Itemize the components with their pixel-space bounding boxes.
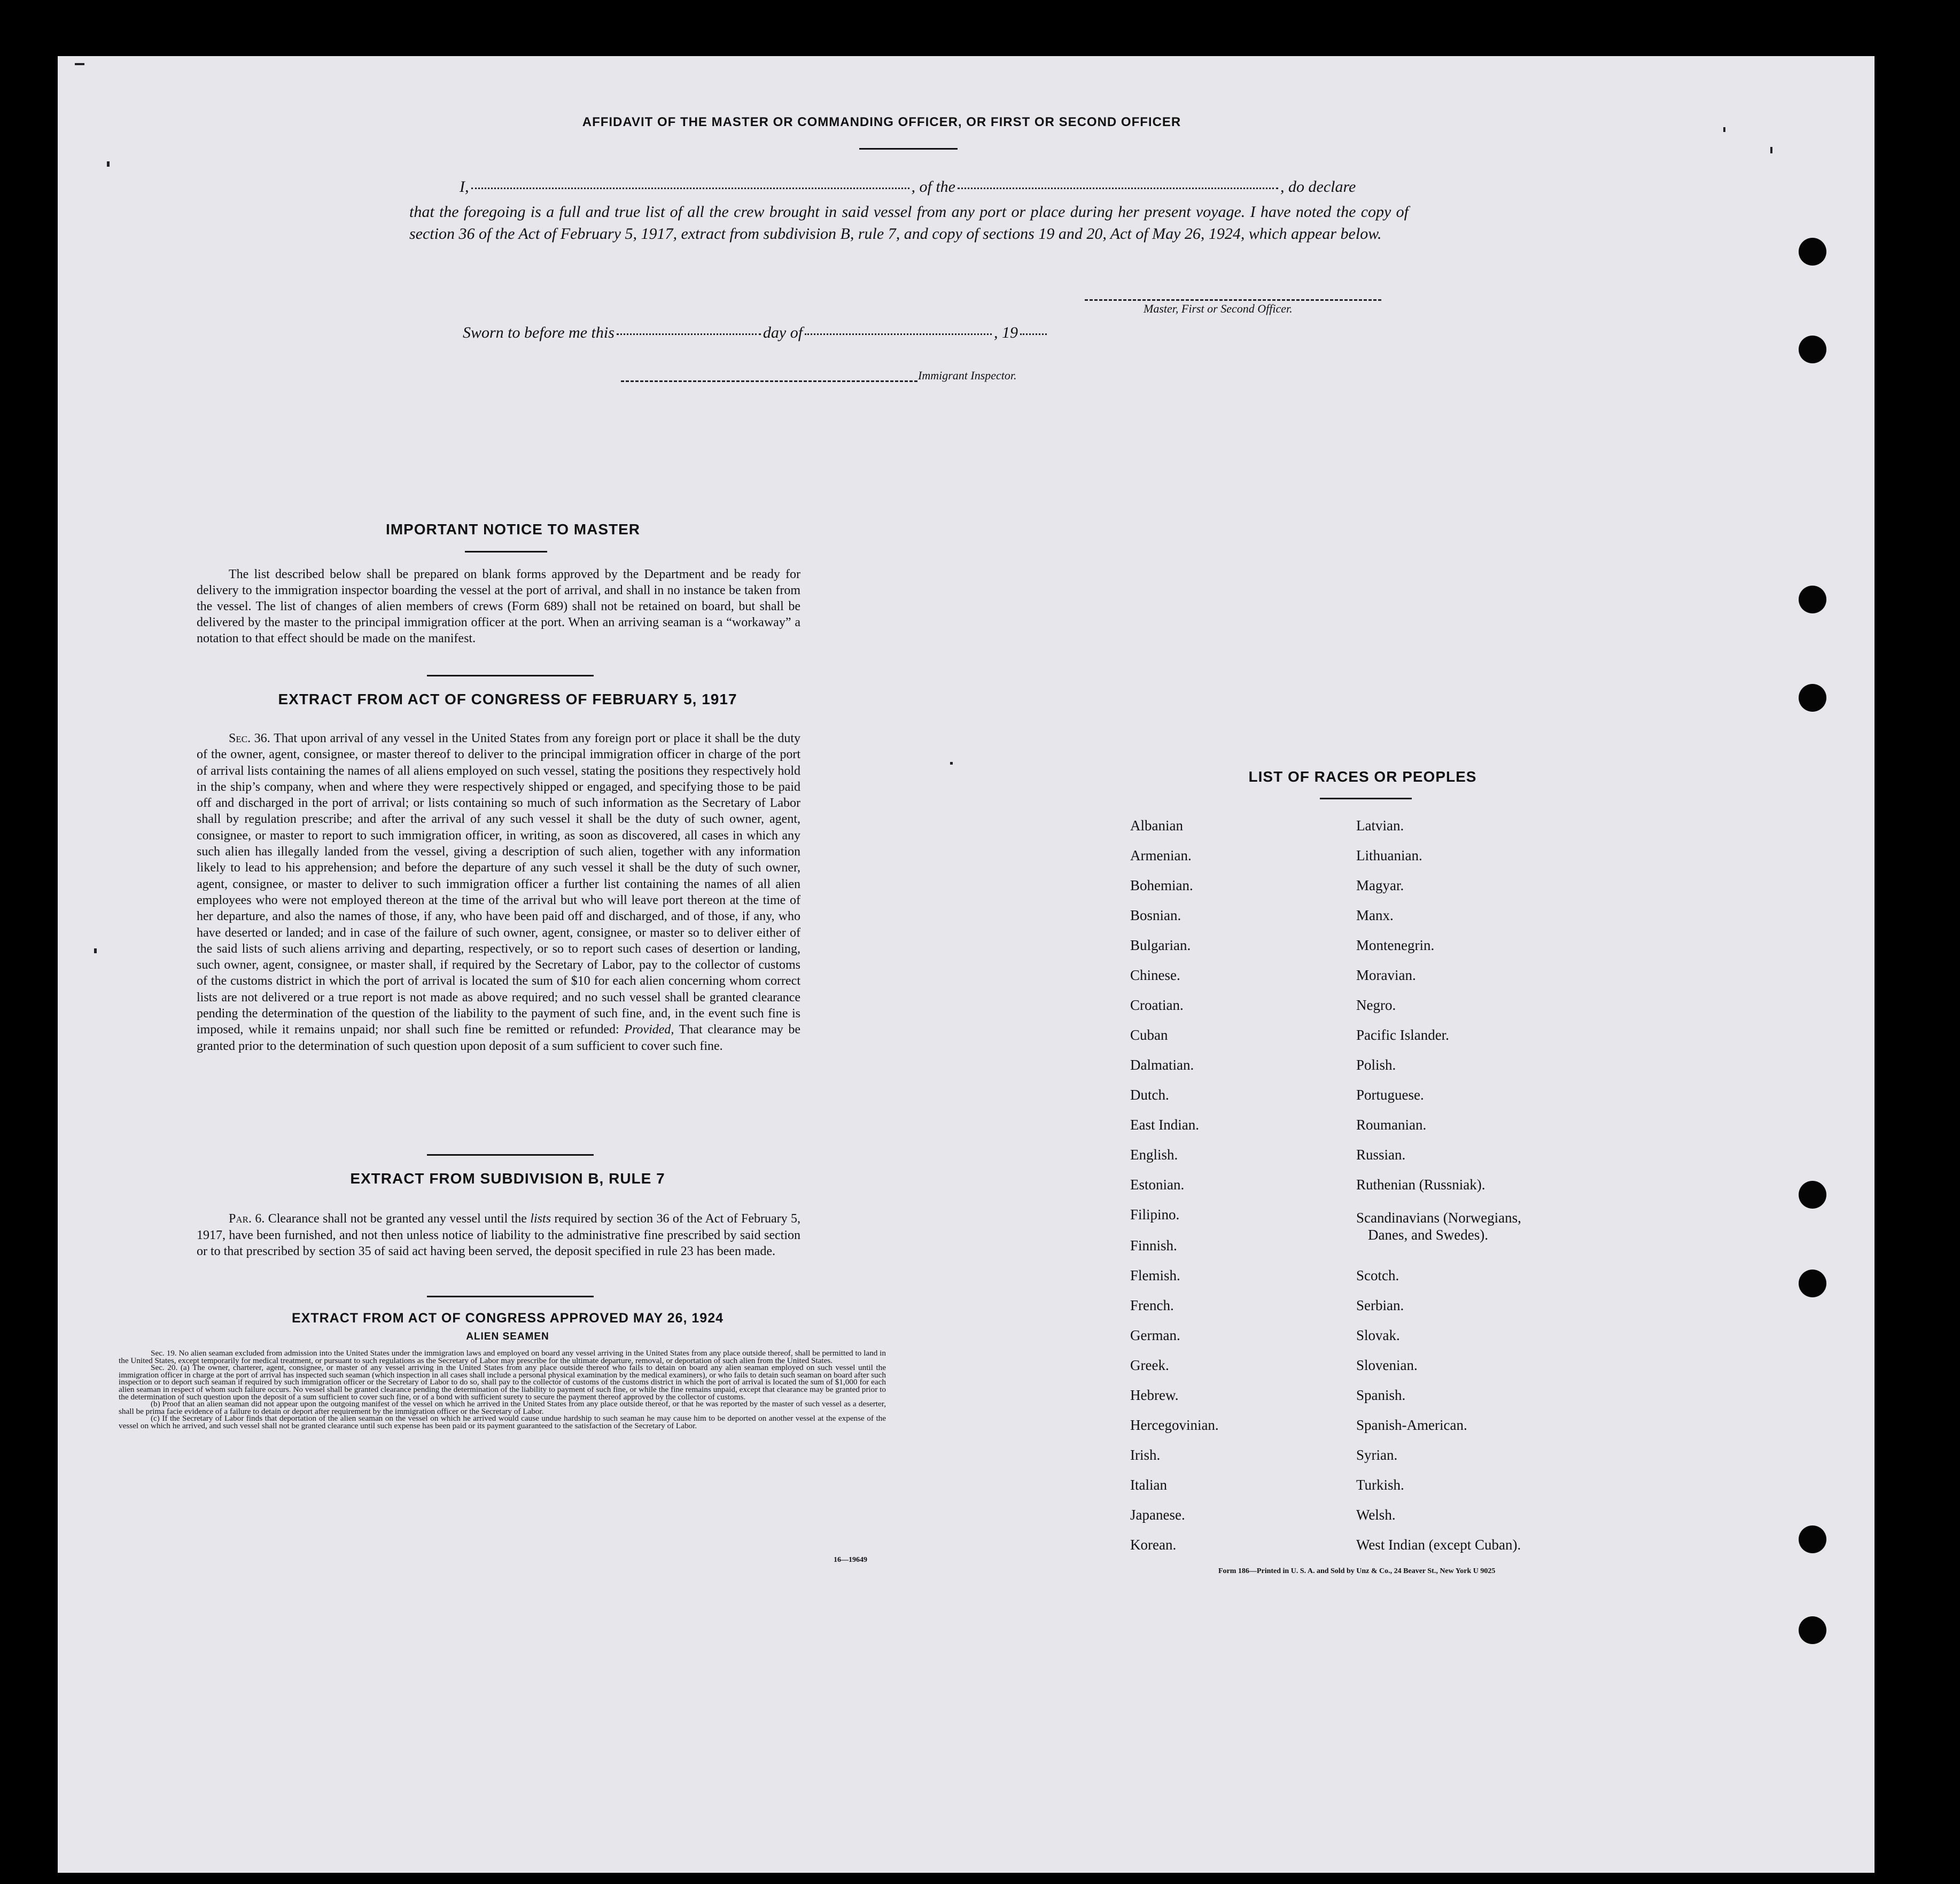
provided-text: That clearance may be granted prior to the determination of such question upon deposit of a sum sufficient to cover such fine. xyxy=(197,1023,801,1053)
rule7-title: EXTRACT FROM SUBDIVISION B, RULE 7 xyxy=(350,1170,665,1187)
race-right: Spanish. xyxy=(1356,1387,1406,1403)
race-left: Chinese. xyxy=(1130,967,1180,983)
lists-word: lists xyxy=(530,1212,551,1226)
inspector-signature-line[interactable] xyxy=(621,380,917,382)
scan-speck xyxy=(1723,127,1725,132)
extract-1917-title: EXTRACT FROM ACT OF CONGRESS OF FEBRUARY 5, 1917 xyxy=(278,691,737,707)
binder-hole xyxy=(1799,684,1826,712)
race-right: Montenegrin. xyxy=(1356,937,1435,953)
day-blank[interactable] xyxy=(617,333,761,335)
race-left: Bulgarian. xyxy=(1130,937,1191,953)
par6-label: Par. 6. xyxy=(229,1212,265,1226)
inspector-label: Immigrant Inspector. xyxy=(918,369,1017,382)
extract-1924-title: EXTRACT FROM ACT OF CONGRESS APPROVED MAY 26, 1924 xyxy=(291,1311,724,1326)
sworn-text: Sworn to before me this xyxy=(463,324,615,341)
vessel-blank[interactable] xyxy=(958,188,1278,189)
section-rule xyxy=(465,551,547,552)
race-right: Roumanian. xyxy=(1356,1117,1427,1133)
race-left: Hercegovinian. xyxy=(1130,1417,1219,1433)
scan-speck xyxy=(107,161,110,167)
officer-label: Master, First or Second Officer. xyxy=(1144,302,1293,315)
declare-do-declare: , do declare xyxy=(1280,178,1356,196)
sec36-label: Sec. 36. xyxy=(229,731,270,745)
race-left: Flemish. xyxy=(1130,1267,1180,1283)
scan-speck xyxy=(75,63,84,65)
race-right: Negro. xyxy=(1356,997,1396,1013)
race-right: Pacific Islander. xyxy=(1356,1027,1449,1043)
race-left: French. xyxy=(1130,1297,1174,1313)
race-left: Bosnian. xyxy=(1130,907,1181,923)
binder-hole xyxy=(1799,336,1826,363)
print-code: 16—19649 xyxy=(834,1556,867,1564)
title-rule xyxy=(859,148,958,150)
race-right: Portuguese. xyxy=(1356,1087,1424,1103)
rule7-body xyxy=(197,1211,800,1260)
race-right: Russian. xyxy=(1356,1147,1406,1163)
race-left: Filipino. xyxy=(1130,1206,1180,1223)
month-blank[interactable] xyxy=(805,333,992,335)
race-right: Polish. xyxy=(1356,1057,1396,1073)
race-left: Bohemian. xyxy=(1130,877,1193,893)
race-right: Welsh. xyxy=(1356,1507,1396,1523)
race-left: Greek. xyxy=(1130,1357,1169,1373)
provided-word: Provided, xyxy=(624,1023,674,1037)
rule7-text-a: Clearance shall not be granted any vessel until the xyxy=(268,1212,527,1226)
race-left: Hebrew. xyxy=(1130,1387,1179,1403)
binder-hole xyxy=(1799,1616,1826,1644)
sec36-text: That upon arrival of any vessel in the United States from any foreign port or place it shall be the duty of the owner, agent, consignee, or master thereof to deliver to the principal immigration officer in charge of the port of arrival lists containing the names of all aliens employed on such vessel, stating the positions they respectively hold in the ship’s company, when and where they were respectively shipped or engaged, and specifying those to be paid off and discharged in the port of arrival; or lists containing so much of such information as the Secretary of Labor shall by regulation prescribe; and after the arrival of any such vessel it shall be the duty of such owner, agent, consignee, or master to report to such immigration officer, in writing, as soon as discovered, all cases in which any such alien has illegally landed from the vessel, giving a description of such alien, together with any information likely to lead to his apprehension; and before the departure of any such vessel it shall be the duty of such owner, agent, consignee, or master to deliver to such immigration officer a further list containing the names of all alien employees who were not employed thereon at the time of the arrival but who will leave port thereon at the time of her departure, and also the names of those, if any, who have been paid off and discharged, and of those, if any, who have deserted or landed; and in case of the failure of such owner, agent, consignee, or master so to deliver either of the said lists of such aliens arriving and departing, respectively, or so to report such cases of desertion or landing, such owner, agent, consignee, or master shall, if required by the Secretary of Labor, pay to the collector of customs of the customs district in which the port of arrival is located the sum of $10 for each alien concerning whom correct lists are not delivered or a true report is not made as above required; and no such vessel shall be granted clearance pending the determination of the question of the liability to the payment of such fine, and, in the event such fine is imposed, while it remains unpaid; nor shall such fine be remitted or refunded: xyxy=(197,731,800,1037)
race-left: Croatian. xyxy=(1130,997,1184,1013)
race-right: Syrian. xyxy=(1356,1447,1398,1463)
race-right: Moravian. xyxy=(1356,967,1416,983)
declaration-line xyxy=(460,178,1411,196)
year-prefix: , 19 xyxy=(994,324,1018,341)
race-left: German. xyxy=(1130,1327,1180,1343)
race-left: Estonian. xyxy=(1130,1177,1185,1193)
notice-body: The list described below shall be prepared on blank forms approved by the Department and be ready for delivery to the immigration inspector boarding the vessel at the port of arrival, and shall in no instance be taken from the vessel. The list of changes of alien members of crews (Form 689) shall not be retained on board, but shall be delivered by the master to the principal immigration officer at the port. When an arriving seaman is a “workaway” a notation to that effect should be made on the manifest. xyxy=(197,567,800,645)
race-left: Irish. xyxy=(1130,1447,1161,1463)
section-rule xyxy=(427,1154,594,1156)
race-left: Dalmatian. xyxy=(1130,1057,1194,1073)
binder-hole xyxy=(1799,238,1826,266)
alien-seamen-subtitle: ALIEN SEAMEN xyxy=(466,1331,549,1342)
scan-speck xyxy=(1770,147,1772,153)
race-left: Dutch. xyxy=(1130,1087,1169,1103)
race-right: Magyar. xyxy=(1356,877,1404,893)
declare-i: I, xyxy=(460,178,469,196)
race-left: Korean. xyxy=(1130,1537,1177,1553)
year-blank[interactable] xyxy=(1020,333,1047,335)
day-of: day of xyxy=(763,324,803,341)
race-right: Scandinavians (Norwegians, xyxy=(1356,1210,1521,1226)
race-right: Ruthenian (Russniak). xyxy=(1356,1177,1485,1193)
extract-1917-body xyxy=(197,730,800,1054)
race-left: Finnish. xyxy=(1130,1237,1177,1254)
race-right: Serbian. xyxy=(1356,1297,1404,1313)
officer-signature-line[interactable] xyxy=(1085,299,1381,301)
races-title: LIST OF RACES OR PEOPLES xyxy=(1248,768,1477,785)
sworn-line xyxy=(463,324,1049,342)
races-title-rule xyxy=(1320,798,1412,799)
race-right: Slovenian. xyxy=(1356,1357,1418,1373)
extract-1924-body xyxy=(119,1350,886,1430)
name-blank[interactable] xyxy=(471,188,909,189)
race-left: English. xyxy=(1130,1147,1178,1163)
race-right: Scotch. xyxy=(1356,1267,1399,1283)
scan-speck xyxy=(94,948,97,953)
race-left: Cuban xyxy=(1130,1027,1168,1043)
rule7-text-b: required by section 36 of the Act of February 5, 1917, have been furnished, and not then unless notice of liability to the administrative fine prescribed by said section or to that prescribed by section 35 of said act having been served, the deposit specified in rule 23 has been made. xyxy=(197,1212,801,1258)
race-right: Latvian. xyxy=(1356,818,1404,834)
form-footer: Form 186—Printed in U. S. A. and Sold by Unz & Co., 24 Beaver St., New York U 9025 xyxy=(1218,1567,1496,1575)
race-right: Danes, and Swedes). xyxy=(1368,1227,1488,1243)
race-left: Albanian xyxy=(1130,818,1183,834)
sec20b-text: (b) Proof that an alien seaman did not appear upon the outgoing manifest of the vessel on which he arrived in the United States from any place outside thereof, or that he was reported by the master of such vessel as a deserter, shall be prima facie evidence of a failure to detain or deport after requirement by the immigration officer or the Secretary of Labor. xyxy=(119,1399,886,1416)
binder-hole xyxy=(1799,1270,1826,1297)
race-right: Turkish. xyxy=(1356,1477,1404,1493)
sec20c-text: (c) If the Secretary of Labor finds that deportation of the alien seaman on the vessel on which he arrived would cause undue hardship to such seaman he may cause him to be deported on another vessel at the expense of the vessel on which he arrived, and such vessel shall not be granted clearance until such expense has been paid or its payment guaranteed to the satisfaction of the Secretary of Labor. xyxy=(119,1414,886,1430)
affidavit-title: AFFIDAVIT OF THE MASTER OR COMMANDING OFFICER, OR FIRST OR SECOND OFFICER xyxy=(582,115,1181,129)
race-left: Japanese. xyxy=(1130,1507,1185,1523)
section-rule xyxy=(427,1296,594,1297)
sec20a-text: Sec. 20. (a) The owner, charterer, agent, consignee, or master of any vessel arriving in the United States from any place outside thereof who fails to detain on board any alien seaman employed on such vessel until the immigration officer in charge at the port of arrival has inspected such seaman (which inspection in all cases shall include a personal physical examination by the medical examiners), or who fails to detain such seaman on board after such inspection or to deport such seaman if required by such immigration officer or the Secretary of Labor to do so, shall pay to the collector of customs of the customs district in which the port of arrival is located the sum of $1,000 for each alien seaman in respect of whom such failure occurs. No vessel shall be granted clearance pending the determination of the liability to payment of such fine, or while the fine remains unpaid, except that clearance may be granted prior to the determination of such question upon the deposit of a sum sufficient to cover such fine, or of a bond with sufficient surety to secure the payment thereof approved by the collector of customs. xyxy=(119,1363,886,1402)
binder-hole xyxy=(1799,1525,1826,1553)
race-left: Armenian. xyxy=(1130,847,1192,863)
binder-hole xyxy=(1799,1181,1826,1209)
declaration-text: that the foregoing is a full and true list of all the crew brought in said vessel from any port or place during her present voyage. I have noted the copy of section 36 of the Act of February 5, 1917, extract from subdivision B, rule 7, and copy of sections 19 and 20, Act of May 26, 1924, which appear below. xyxy=(409,203,1409,243)
sec19-text: Sec. 19. No alien seaman excluded from admission into the United States under the immigration laws and employed on board any vessel arriving in the United States from any place outside thereof, shall be permitted to land in the United States, except temporarily for medical treatment, or pursuant to such regulations as the Secretary of Labor may prescribe for the ultimate departure, removal, or deportation of such alien from the United States. xyxy=(119,1349,886,1365)
notice-title: IMPORTANT NOTICE TO MASTER xyxy=(385,521,641,538)
race-right: Slovak. xyxy=(1356,1327,1400,1343)
race-right: Lithuanian. xyxy=(1356,847,1422,863)
declare-of-the: , of the xyxy=(911,178,955,196)
section-rule xyxy=(427,675,594,676)
scan-speck xyxy=(950,762,953,765)
race-right: Manx. xyxy=(1356,907,1394,923)
race-right: Spanish-American. xyxy=(1356,1417,1467,1433)
race-left: Italian xyxy=(1130,1477,1167,1493)
race-left: East Indian. xyxy=(1130,1117,1199,1133)
binder-hole xyxy=(1799,586,1826,613)
race-right: West Indian (except Cuban). xyxy=(1356,1537,1521,1553)
